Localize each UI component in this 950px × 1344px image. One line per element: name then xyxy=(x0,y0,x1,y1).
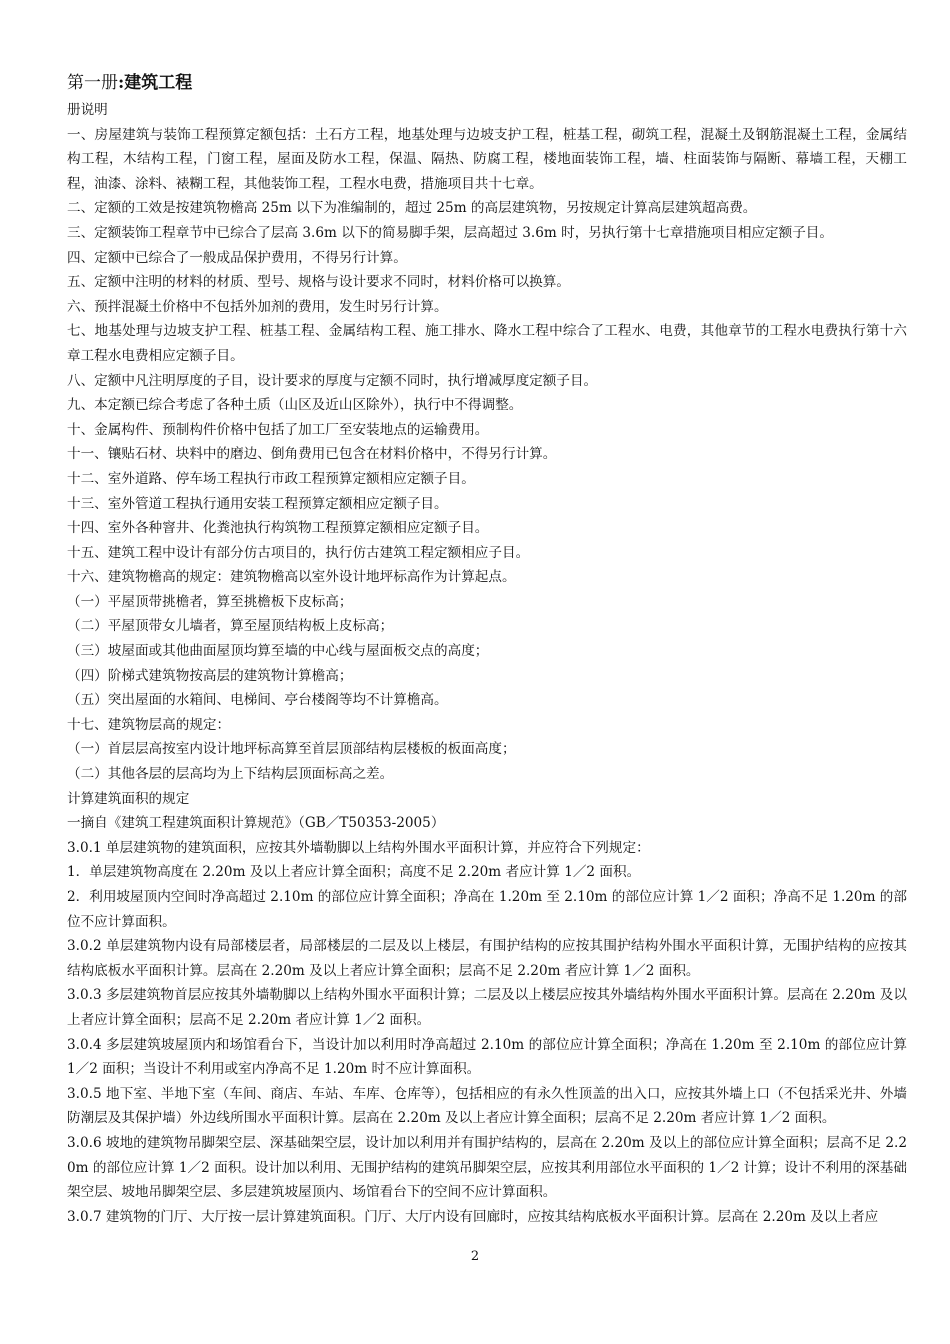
paragraph: 六、预拌混凝土价格中不包括外加剂的费用，发生时另行计算。 xyxy=(67,298,448,315)
paragraph: 五、定额中注明的材料的材质、型号、规格与设计要求不同时，材料价格可以换算。 xyxy=(67,274,570,291)
paragraph: 三、定额装饰工程章节中已综合了层高 3.6m 以下的简易脚手架，层高超过 3.6m 时，另执行第十七章措施项目相应定额子目。 xyxy=(67,224,833,241)
paragraph: 一、房屋建筑与装饰工程预算定额包括：土石方工程，地基处理与边坡支护工程，桩基工程，砌筑工程，混凝土及钢筋混凝土工程，金属结构工程，木结构工程，门窗工程，屋面及防水工程，保温、隔热、防腐工程，楼地面装饰工程，墙、柱面装饰与隔断、幕墙工程，天棚工程，油漆、涂料、裱糊工程，其他装饰工程，工程水电费，措施项目共十七章。 xyxy=(67,126,907,192)
page-title xyxy=(67,72,907,94)
paragraph: （二）平屋顶带女儿墙者，算至屋顶结构板上皮标高； xyxy=(67,618,394,635)
paragraph: 四、定额中已综合了一般成品保护费用，不得另行计算。 xyxy=(67,249,407,266)
paragraph: 十、金属构件、预制构件价格中包括了加工厂至安装地点的运输费用。 xyxy=(67,421,489,438)
paragraph: 十五、建筑工程中设计有部分仿古项目的，执行仿古建筑工程定额相应子目。 xyxy=(67,544,530,561)
paragraph-list xyxy=(67,98,907,1229)
paragraph: （三）坡屋面或其他曲面屋顶均算至墙的中心线与屋面板交点的高度； xyxy=(67,643,489,660)
paragraph: 九、本定额已综合考虑了各种土质（山区及近山区除外），执行中不得调整。 xyxy=(67,397,523,414)
paragraph: （四）阶梯式建筑物按高层的建筑物计算檐高； xyxy=(67,667,353,684)
paragraph: （一）平屋顶带挑檐者，算至挑檐板下皮标高； xyxy=(67,593,353,610)
paragraph: 十一、镶贴石材、块料中的磨边、倒角费用已包含在材料价格中，不得另行计算。 xyxy=(67,446,557,463)
title-main: 建筑工程 xyxy=(124,73,193,93)
paragraph: 册说明 xyxy=(67,102,108,118)
paragraph: 十二、室外道路、停车场工程执行市政工程预算定额相应定额子目。 xyxy=(67,470,475,487)
paragraph: 3.0.5 地下室、半地下室（车间、商店、车站、车库、仓库等），包括相应的有永久性顶盖的出入口，应按其外墙上口（不包括采光井、外墙防潮层及其保护墙）外边线所围水平面积计算。层高在 2.20m 及以上者应计算全面积；层高不足 2.20m 者应计算 1／2 面积。 xyxy=(67,1085,907,1127)
paragraph: （二）其他各层的层高均为上下结构层顶面标高之差。 xyxy=(67,766,394,783)
paragraph: 3.0.7 建筑物的门厅、大厅按一层计算建筑面积。门厅、大厅内设有回廊时，应按其结构底板水平面积计算。层高在 2.20m 及以上者应 xyxy=(67,1208,879,1225)
paragraph: 一摘自《建筑工程建筑面积计算规范》（GB／T50353-2005） xyxy=(67,815,445,832)
paragraph: 十四、室外各种窨井、化粪池执行构筑物工程预算定额相应定额子目。 xyxy=(67,520,489,537)
paragraph: 八、定额中凡注明厚度的子目，设计要求的厚度与定额不同时，执行增减厚度定额子目。 xyxy=(67,372,598,389)
paragraph: 2．利用坡屋顶内空间时净高超过 2.10m 的部位应计算全面积；净高在 1.20m 至 2.10m 的部位应计算 1／2 面积；净高不足 1.20m 的部位不应计算面积。 xyxy=(67,889,907,930)
page-number: 2 xyxy=(470,1249,480,1264)
paragraph: 3.0.1 单层建筑物的建筑面积，应按其外墙勒脚以上结构外围水平面积计算，并应符合下列规定： xyxy=(67,839,650,856)
paragraph: （五）突出屋面的水箱间、电梯间、亭台楼阁等均不计算檐高。 xyxy=(67,692,448,709)
paragraph: 3.0.6 坡地的建筑物吊脚架空层、深基础架空层，设计加以利用并有围护结构的，层高在 2.20m 及以上的部位应计算全面积；层高不足 2.20m 的部位应计算 1／2 面积。设计加以利用、无围护结构的建筑吊脚架空层，应按其利用部位水平面积的 1／2 计算；设计不利用的深基础架空层、坡地吊脚架空层、多层建筑坡屋顶内、场馆看台下的空间不应计算面积。 xyxy=(67,1134,907,1201)
paragraph: （一）首层层高按室内设计地坪标高算至首层顶部结构层楼板的板面高度； xyxy=(67,741,516,758)
paragraph: 十六、建筑物檐高的规定：建筑物檐高以室外设计地坪标高作为计算起点。 xyxy=(67,569,516,586)
title-separator: : xyxy=(118,73,125,93)
title-prefix: 第一册 xyxy=(67,73,118,93)
paragraph: 十七、建筑物层高的规定： xyxy=(67,716,231,733)
paragraph: 十三、室外管道工程执行通用安装工程预算定额相应定额子目。 xyxy=(67,495,448,512)
paragraph: 3.0.4 多层建筑坡屋顶内和场馆看台下，当设计加以利用时净高超过 2.10m 的部位应计算全面积；净高在 1.20m 至 2.10m 的部位应计算 1／2 面积；当设计不利用或室内净高不足 1.20m 时不应计算面积。 xyxy=(67,1036,907,1078)
paragraph: 3.0.2 单层建筑物内设有局部楼层者，局部楼层的二层及以上楼层，有围护结构的应按其围护结构外围水平面积计算，无围护结构的应按其结构底板水平面积计算。层高在 2.20m 及以上者应计算全面积；层高不足 2.20m 者应计算 1／2 面积。 xyxy=(67,938,907,979)
paragraph: 二、定额的工效是按建筑物檐高 25m 以下为准编制的，超过 25m 的高层建筑物，另按规定计算高层建筑超高费。 xyxy=(67,200,757,217)
paragraph: 3.0.3 多层建筑物首层应按其外墙勒脚以上结构外围水平面积计算；二层及以上楼层应按其外墙结构外围水平面积计算。层高在 2.20m 及以上者应计算全面积；层高不足 2.20m 者应计算 1／2 面积。 xyxy=(67,987,907,1028)
paragraph: 1．单层建筑物高度在 2.20m 及以上者应计算全面积；高度不足 2.20m 者应计算 1／2 面积。 xyxy=(67,864,641,881)
paragraph: 七、地基处理与边坡支护工程、桩基工程、金属结构工程、施工排水、降水工程中综合了工程水、电费，其他章节的工程水电费执行第十六章工程水电费相应定额子目。 xyxy=(67,323,907,364)
paragraph: 计算建筑面积的规定 xyxy=(67,790,190,807)
document-body xyxy=(67,72,907,1229)
